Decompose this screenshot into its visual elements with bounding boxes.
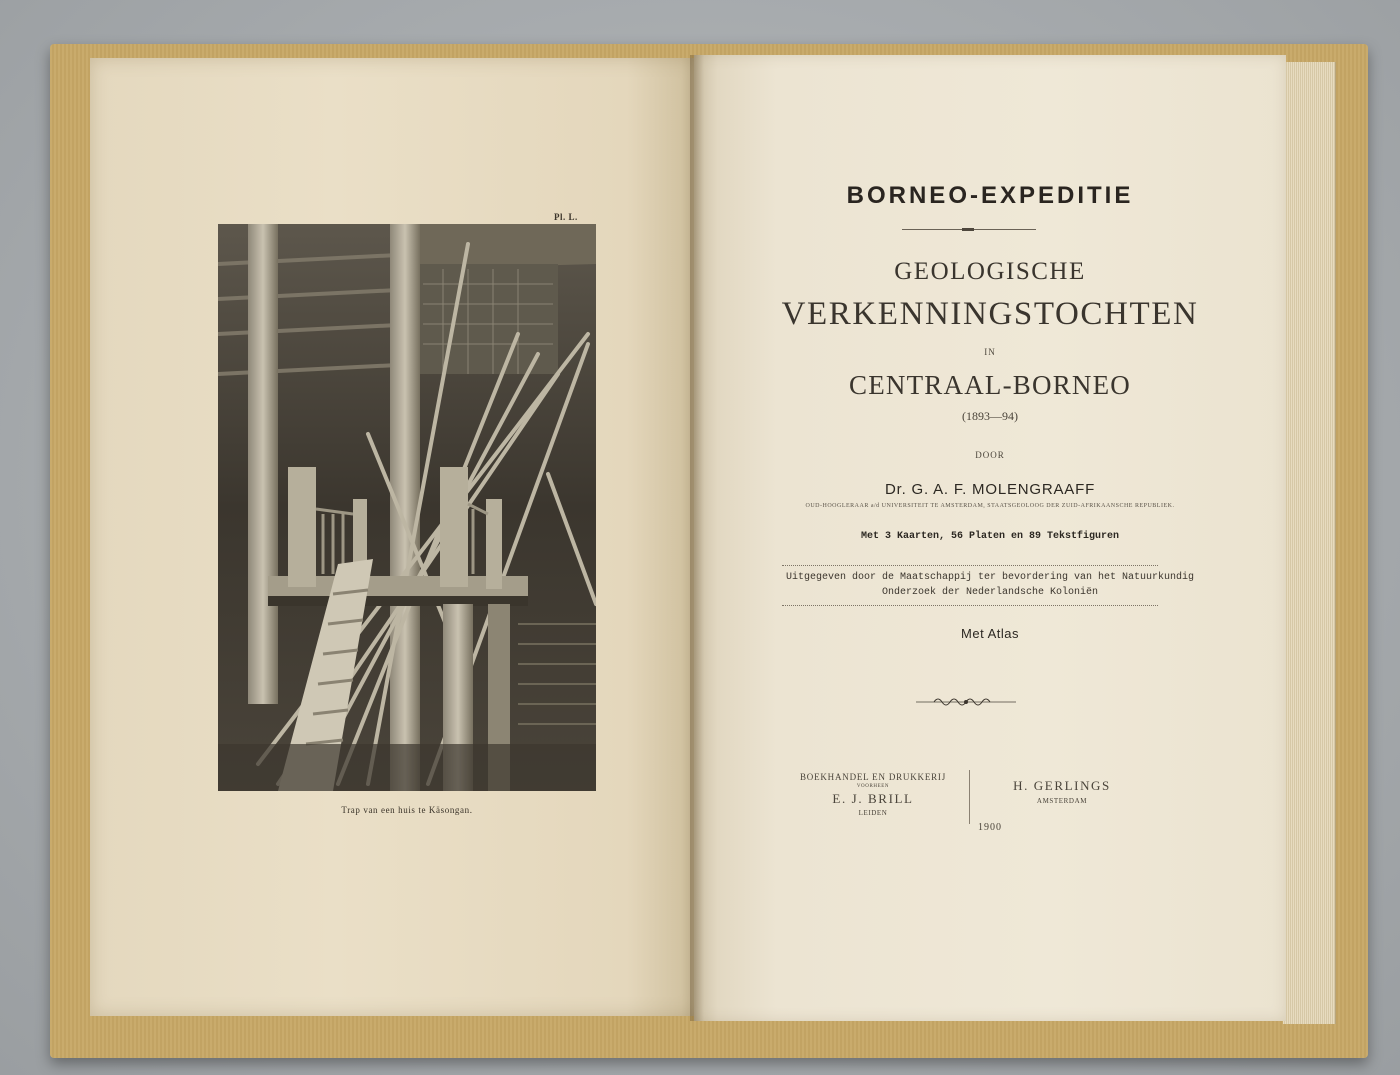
plate-photograph — [218, 224, 596, 791]
title-line-1: GEOLOGISCHE — [894, 258, 1086, 285]
page-edges — [1283, 62, 1336, 1024]
ornament-icon — [916, 695, 1016, 709]
plate-caption: Trap van een huis te Käsongan. — [341, 805, 473, 815]
plate-number: Pl. L. — [554, 212, 578, 222]
title-years: (1893—94) — [962, 409, 1018, 423]
author-name: Dr. G. A. F. MOLENGRAAFF — [884, 481, 1096, 498]
imprint-amsterdam-line-2: AMSTERDAM — [1036, 797, 1088, 805]
imprint-leiden — [790, 771, 956, 819]
imprint-leiden-line-2: VOORHEEN — [856, 784, 890, 789]
atlas-note: Met Atlas — [961, 626, 1019, 641]
imprint-amsterdam-line-1: H. GERLINGS — [1013, 778, 1111, 793]
title-rule-mark — [962, 228, 974, 231]
publisher-rule-bottom — [782, 605, 1158, 606]
imprint-leiden-line-4: LEIDEN — [858, 809, 888, 817]
publisher-line-1: Uitgegeven door de Maatschappij ter bevordering van het Natuurkundig — [785, 572, 1195, 583]
publisher-rule-top — [782, 565, 1158, 566]
title-line-4: CENTRAAL-BORNEO — [849, 370, 1131, 400]
publication-year: 1900 — [978, 822, 1002, 833]
photograph-plate-icon — [218, 224, 596, 791]
imprint-leiden-line-1: BOEKHANDEL EN DRUKKERIJ — [799, 772, 947, 782]
by-label: DOOR — [975, 450, 1005, 460]
publisher-line-2: Onderzoek der Nederlandsche Koloniën — [881, 587, 1099, 598]
imprint-amsterdam — [982, 777, 1142, 808]
title-line-2: VERKENNINGSTOCHTEN — [781, 296, 1199, 332]
series-title: BORNEO-EXPEDITIE — [846, 182, 1134, 209]
imprint-divider — [969, 770, 970, 824]
author-affiliation: OUD-HOOGLERAAR a/d UNIVERSITEIT TE AMSTERDAM, STAATSGEOLOOG DER ZUID-AFRIKAANSCHE REPUBLIEK. — [805, 503, 1175, 509]
imprint-leiden-line-3: E. J. BRILL — [832, 791, 914, 806]
maps-plates-line: Met 3 Kaarten, 56 Platen en 89 Tekstfiguren — [860, 531, 1120, 542]
title-line-3: IN — [984, 347, 996, 357]
